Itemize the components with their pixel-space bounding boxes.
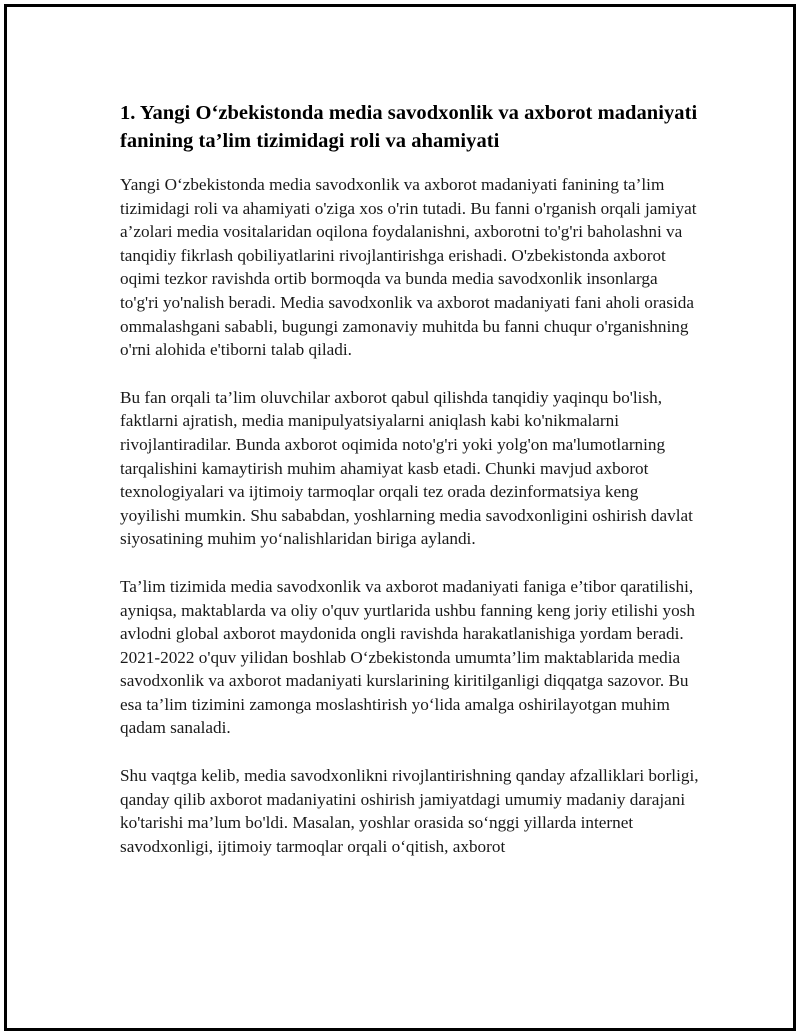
page-frame [4,4,796,1031]
document-body [120,99,700,882]
paragraph-4: Shu vaqtga kelib, media savodxonlikni rivojlantirishning qanday afzalliklari borligi, qanday qilib axborot madaniyatini oshirish jamiyatdagi umumiy madaniy darajani ko'tarishi ma’lum bo'ldi. Masalan, yoshlar orasida so‘nggi yillarda internet savodxonligi, ijtimoiy tarmoqlar orqali o‘qitish, axborot [120,766,699,856]
paragraph-3: Ta’lim tizimida media savodxonlik va axborot madaniyati faniga e’tibor qaratilishi, ayniqsa, maktablarda va oliy o'quv yurtlarida ushbu fanning keng joriy etilishi yosh avlodni global axborot maydonida ongli ravishda harakatlanishiga yordam beradi. 2021-2022 o'quv yilidan boshlab O‘zbekistonda umumta’lim maktablarida media savodxonlik va axborot madaniyati kurslarining kiritilganligi diqqatga sazovor. Bu esa ta’lim tizimini zamonga moslashtirish yo‘lida amalga oshirilayotgan muhim qadam sanaladi. [120,576,695,738]
paragraph-1: Yangi O‘zbekistonda media savodxonlik va axborot madaniyati fanining ta’lim tizimidagi roli va ahamiyati o'ziga xos o'rin tutadi. Bu fanni o'rganish orqali jamiyat a’zolari media vositalaridan oqilona foydalanishni, axborotni to'g'ri baholashni va tanqidiy fikrlash qobiliyatlarini rivojlantirishga erishadi. O'zbekistonda axborot oqimi tezkor ravishda ortib bormoqda va bunda media savodxonlik insonlarga to'g'ri yo'nalish beradi. Media savodxonlik va axborot madaniyati fani aholi orasida ommalashgani sababli, bugungi zamonaviy muhitda bu fanni chuqur o'rganishning o'rni alohida e'tiborni talab qiladi. [120,175,697,360]
section-heading: 1. Yangi O‘zbekistonda media savodxonlik va axborot madaniyati fanining ta’lim tizimidagi roli va ahamiyati [120,102,698,152]
paragraph-2: Bu fan orqali ta’lim oluvchilar axborot qabul qilishda tanqidiy yaqinqu bo'lish, faktlarni ajratish, media manipulyatsiyalarni aniqlash kabi ko'nikmalarni rivojlantiradilar. Bunda axborot oqimida noto'g'ri yoki yolg'on ma'lumotlarning tarqalishini kamaytirish muhim ahamiyat kasb etadi. Chunki mavjud axborot texnologiyalari va ijtimoiy tarmoqlar orqali tez orada dezinformatsiya keng yoyilishi mumkin. Shu sababdan, yoshlarning media savodxonligini oshirish davlat siyosatining muhim yo‘nalishlaridan biriga aylandi. [120,387,693,549]
